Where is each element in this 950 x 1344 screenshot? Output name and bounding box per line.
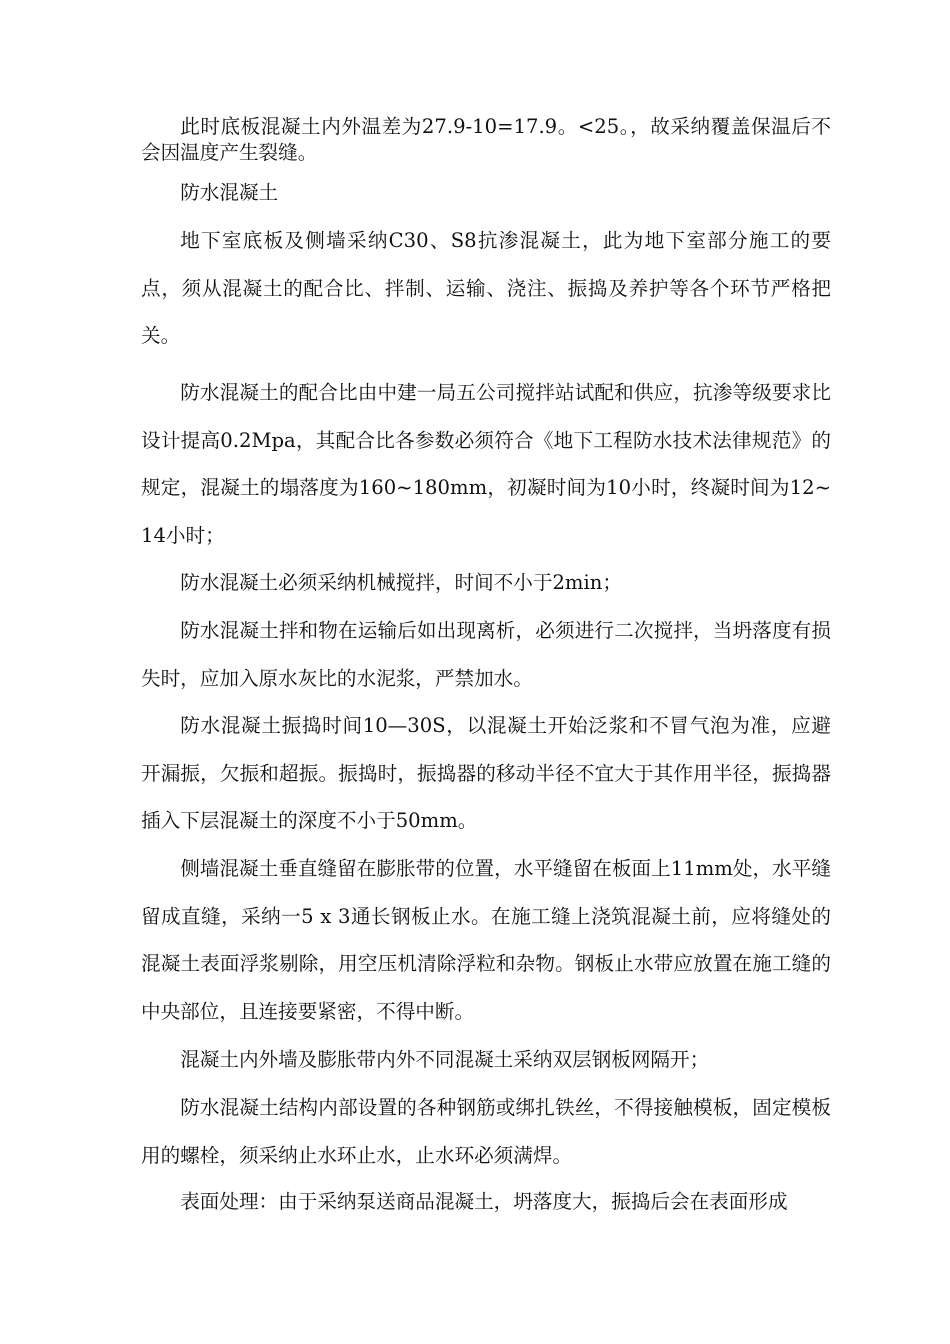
paragraph-rebar-contact: 防水混凝土结构内部设置的各种钢筋或绑扎铁丝，不得接触模板，固定模板用的螺栓，须采纳止水环止水，止水环必须满焊。	[141, 1096, 831, 1167]
paragraph-construction-joints: 侧墙混凝土垂直缝留在膨胀带的位置，水平缝留在板面上11mm处，水平缝留成直缝，采纳一5 x 3通长钢板止水。在施工缝上浇筑混凝土前，应将缝处的混凝土表面浮浆剔除，用空压机清除浮粒和杂物。钢板止水带应放置在施工缝的中央部位，且连接要紧密，不得中断。	[141, 857, 831, 1023]
paragraph-steel-mesh: 混凝土内外墙及膨胀带内外不同混凝土采纳双层钢板网隔开；	[180, 1048, 710, 1071]
paragraph-mechanical-mixing: 防水混凝土必须采纳机械搅拌，时间不小于2min；	[180, 571, 622, 594]
section-heading-waterproof-concrete: 防水混凝土	[180, 181, 279, 204]
paragraph-segregation: 防水混凝土拌和物在运输后如出现离析，必须进行二次搅拌，当坍落度有损失时，应加入原水灰比的水泥浆，严禁加水。	[141, 619, 831, 690]
paragraph-temperature-difference: 此时底板混凝土内外温差为27.9-10=17.9。<25。，故采纳覆盖保温后不会因温度产生裂缝。	[141, 115, 831, 164]
paragraph-basement-concrete: 地下室底板及侧墙采纳C30、S8抗渗混凝土，此为地下室部分施工的要点，须从混凝土的配合比、拌制、运输、浇注、振捣及养护等各个环节严格把关。	[141, 229, 831, 347]
paragraph-mix-ratio: 防水混凝土的配合比由中建一局五公司搅拌站试配和供应，抗渗等级要求比设计提高0.2Mpa，其配合比各参数必须符合《地下工程防水技术法律规范》的规定，混凝土的塌落度为160~180mm，初凝时间为10小时，终凝时间为12~14小时；	[141, 381, 831, 547]
paragraph-surface-treatment: 表面处理：由于采纳泵送商品混凝土，坍落度大，振捣后会在表面形成	[180, 1190, 788, 1213]
paragraph-vibration: 防水混凝土振捣时间10—30S，以混凝土开始泛浆和不冒气泡为准，应避开漏振，欠振和超振。振捣时，振捣器的移动半径不宜大于其作用半径，振捣器插入下层混凝土的深度不小于50mm。	[141, 714, 831, 832]
